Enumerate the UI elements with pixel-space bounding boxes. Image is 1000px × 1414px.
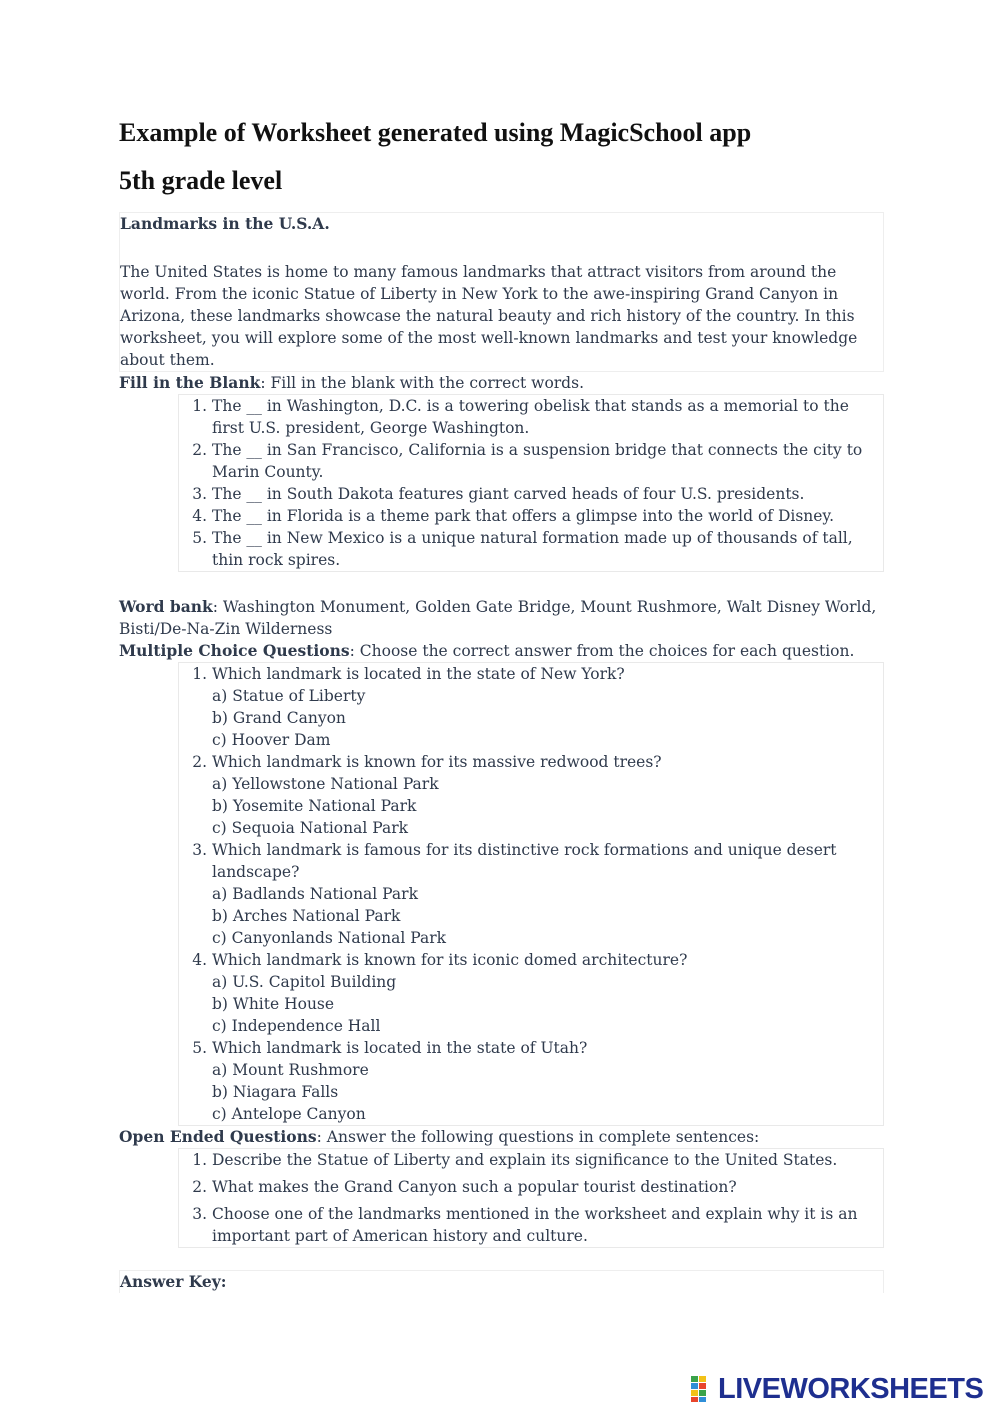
answer-option: c) Independence Hall	[212, 1017, 381, 1035]
open-ended-list	[178, 1148, 884, 1248]
answer-key-block	[119, 1270, 884, 1293]
answer-option: a) Mount Rushmore	[212, 1061, 369, 1079]
answer-option: c) Antelope Canyon	[212, 1105, 366, 1123]
worksheet-content	[119, 212, 884, 1293]
page-subtitle: 5th grade level	[119, 166, 283, 195]
fill-blank-label: Fill in the Blank	[119, 373, 261, 392]
worksheet-heading-block	[119, 212, 884, 372]
list-item: 4. The __ in Florida is a theme park that offers a glimpse into the world of Disney.	[212, 505, 883, 527]
answer-option: b) Grand Canyon	[212, 709, 346, 727]
logo-text: LIVEWORKSHEETS	[718, 1372, 984, 1405]
intro-paragraph: The United States is home to many famous landmarks that attract visitors from around the world. From the iconic Statue of Liberty in New York to the awe-inspiring Grand Canyon in Arizona, these landmarks showcase the natural beauty and rich history of the country. In this worksheet, you will explore some of the most well-known landmarks and test your knowledge about them.	[120, 263, 858, 369]
open-ended-label: Open Ended Questions	[119, 1127, 317, 1146]
fill-blank-list	[178, 394, 884, 572]
open-ended-text: : Answer the following questions in complete sentences:	[316, 1128, 760, 1146]
page-title: Example of Worksheet generated using MagicSchool app	[119, 118, 752, 147]
answer-option: a) Statue of Liberty	[212, 687, 366, 705]
list-item: 1. The __ in Washington, D.C. is a towering obelisk that stands as a memorial to the first U.S. president, George Washington.	[212, 395, 883, 439]
question-item	[212, 1037, 883, 1125]
multiple-choice-list	[178, 662, 884, 1126]
multiple-choice-text: : Choose the correct answer from the choices for each question.	[349, 642, 855, 660]
answer-option: c) Hoover Dam	[212, 731, 331, 749]
answer-option: c) Canyonlands National Park	[212, 929, 446, 947]
answer-option: a) U.S. Capitol Building	[212, 973, 397, 991]
worksheet-heading: Landmarks in the U.S.A.	[120, 214, 330, 233]
word-bank-text: : Washington Monument, Golden Gate Bridge, Mount Rushmore, Walt Disney World, Bisti/De-Na-Zin Wilderness	[119, 598, 877, 638]
open-ended-instruction	[119, 1126, 884, 1148]
word-bank-label: Word bank	[119, 597, 213, 616]
question-item	[212, 839, 883, 949]
question-item	[212, 949, 883, 1037]
multiple-choice-instruction	[119, 640, 884, 662]
answer-option: c) Sequoia National Park	[212, 819, 409, 837]
fill-blank-text: : Fill in the blank with the correct words.	[260, 374, 584, 392]
question-item	[212, 751, 883, 839]
question-text: 1. Which landmark is located in the state of New York?	[212, 665, 625, 683]
question-text: 3. Which landmark is famous for its distinctive rock formations and unique desert landscape?	[212, 841, 837, 881]
list-item: 1. Describe the Statue of Liberty and explain its significance to the United States.	[212, 1149, 883, 1171]
liveworksheets-logo[interactable]	[691, 1372, 983, 1406]
answer-key-label: Answer Key:	[120, 1272, 227, 1291]
multiple-choice-label: Multiple Choice Questions	[119, 641, 350, 660]
question-item	[212, 663, 883, 751]
answer-option: a) Yellowstone National Park	[212, 775, 439, 793]
list-item: 5. The __ in New Mexico is a unique natural formation made up of thousands of tall, thin rock spires.	[212, 527, 883, 571]
list-item: 2. What makes the Grand Canyon such a popular tourist destination?	[212, 1176, 883, 1198]
question-text: 2. Which landmark is known for its massive redwood trees?	[212, 753, 662, 771]
answer-option: b) Arches National Park	[212, 907, 401, 925]
word-bank	[119, 596, 884, 640]
liveworksheets-logo-icon	[691, 1376, 715, 1402]
answer-option: a) Badlands National Park	[212, 885, 418, 903]
question-text: 4. Which landmark is known for its iconic domed architecture?	[212, 951, 688, 969]
list-item: 2. The __ in San Francisco, California is a suspension bridge that connects the city to Marin County.	[212, 439, 883, 483]
list-item: 3. The __ in South Dakota features giant carved heads of four U.S. presidents.	[212, 483, 883, 505]
answer-option: b) White House	[212, 995, 335, 1013]
answer-option: b) Niagara Falls	[212, 1083, 339, 1101]
fill-blank-instruction	[119, 372, 884, 394]
list-item: 3. Choose one of the landmarks mentioned in the worksheet and explain why it is an important part of American history and culture.	[212, 1203, 883, 1247]
question-text: 5. Which landmark is located in the state of Utah?	[212, 1039, 588, 1057]
answer-option: b) Yosemite National Park	[212, 797, 417, 815]
